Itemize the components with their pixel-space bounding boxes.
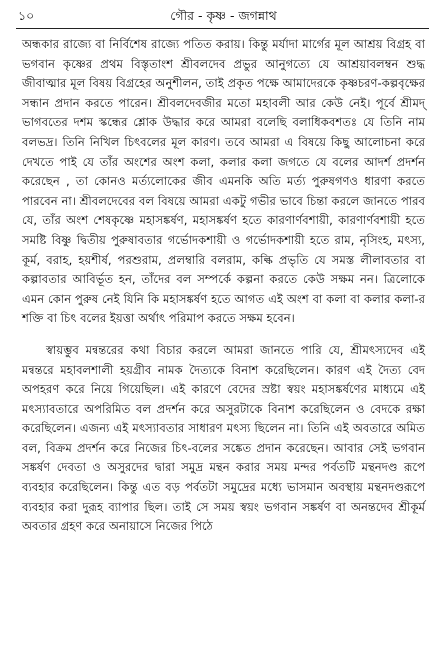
- running-title: গৌর - কৃষ্ণ - জগন্নাথ: [170, 8, 277, 23]
- page-header: [18, 6, 429, 28]
- paragraph-2: স্বায়ম্ভুব মন্বন্তরের কথা বিচার করলে আমরা জানতে পারি যে, শ্রীমৎস্যদেব এই মন্বন্তরে মহাবলশালী হয়গ্রীব নামক দৈত্যকে বিনাশ করেছিলেন। কারণ এই দৈত্য বেদ অপহরণ করে নিয়ে গিয়েছিল। এই কারণে বেদের স্রষ্টা স্বয়ং মহাসঙ্কর্ষণের মাধ্যমে এই মৎস্যাবতারে অপরিমিত বল প্রদর্শন করে অসুরটাকে বিনাশ করেছিলেন ও বেদকে রক্ষা করেছিলেন। এজন্য এই মৎস্যাবতার সাধারণ মৎস্য ছিলেন না। তিনি এই অবতারে অমিত বল, বিক্রম প্রদর্শন করে নিজের চিৎ-বলের সঙ্কেত প্রদান করেছেন। আবার সেই ভগবান সঙ্কর্ষণ দেবতা ও অসুরদের দ্বারা সমুদ্র মন্থন করার সময় মন্দর পর্বতটি মন্থনদণ্ড রূপে ব্যবহার করেছিলেন। কিন্তু এত বড় পর্বতটা সমুদ্রের মধ্যে ভাসমান অবস্থায় মন্থনদণ্ডরূপে ব্যবহার করা দুরূহ ব্যাপার ছিল। তাই সে সময় স্বয়ং ভগবান সঙ্কর্ষণ বা অনন্তদেব শ্রীকূর্ম অবতার গ্রহণ করে অনায়াসে নিজের পিঠে: [22, 342, 425, 534]
- page-number: ১০: [18, 8, 35, 23]
- header-rule: [16, 28, 429, 29]
- paragraph-1: অন্ধকার রাজ্যে বা নির্বিশেষ রাজ্যে পতিত করায়। কিন্তু মর্যাদা মার্গের মূল আশ্রয় বিগ্রহ বা ভগবান কৃষ্ণের প্রথম বিস্তৃতাংশ শ্রীবলদেব প্রভুর আনুগত্যে যে আশ্রয়াবলম্বন শুদ্ধ জীবাত্মার মূল বিষয় বিগ্রহের অনুশীলন, তাই প্রকৃত পক্ষে আমাদেরকে কৃষ্ণচরণ-কল্পবৃক্ষের সন্ধান প্রদান করতে পারেন। শ্রীবলদেবজীর মতো মহাবলী আর কেউ নেই। পূর্বে শ্রীমদ্ ভাগবতের দশম স্কন্ধের শ্লোক উদ্ধার করে আমরা বলেছি বলাধিকবশতঃ যে তিনি নাম বলভদ্র। তিনি নিখিল চিৎবলের মূল কারণ। তবে আমরা এ বিষয়ে কিছু আলোচনা করে দেখতে পাই যে তাঁর অংশের অংশ কলা, কলার কলা জগতে যে বলের আদর্শ প্রদর্শন করেছেন , তা কোনও মর্ত্যলোকের জীব এমনকি অতি মর্ত্য পুরুষগণও ধারণা করতে পারবেন না। শ্রীবলদেবের বল বিষয়ে আমরা একটু গভীর ভাবে চিন্তা করলে জানতে পারব যে, তাঁর অংশ শেষকৃষ্ণে মহাসঙ্কর্ষণ, মহাসঙ্কর্ষণ হতে কারণার্ণবশায়ী, কারণার্ণবশায়ী হতে সমষ্টি বিষ্ণু দ্বিতীয় পুরুষাবতার গর্ভোদকশায়ী ও গর্ভোদকশায়ী হতে রাম, নৃসিংহ, মৎস্য, কূর্ম, বরাহ, হয়শীর্ষ, পরশুরাম, প্রলম্বারি বলরাম, কল্কি প্রভৃতি যে সমস্ত লীলাবতার বা কল্পাবতার আবির্ভূত হন, তাঁদের বল সম্পর্কে কল্পনা করতে কেউ সক্ষম নন। ত্রিলোকে এমন কোন পুরুষ নেই যিনি কি মহাসঙ্কর্ষণ হতে আগত এই অংশ বা কলা বা কলার কলা-র শক্তি বা চিৎ বলের ইয়ত্তা অর্থাৎ পরিমাপ করতে সক্ষম হবেন।: [22, 37, 425, 326]
- body-text: [22, 35, 425, 537]
